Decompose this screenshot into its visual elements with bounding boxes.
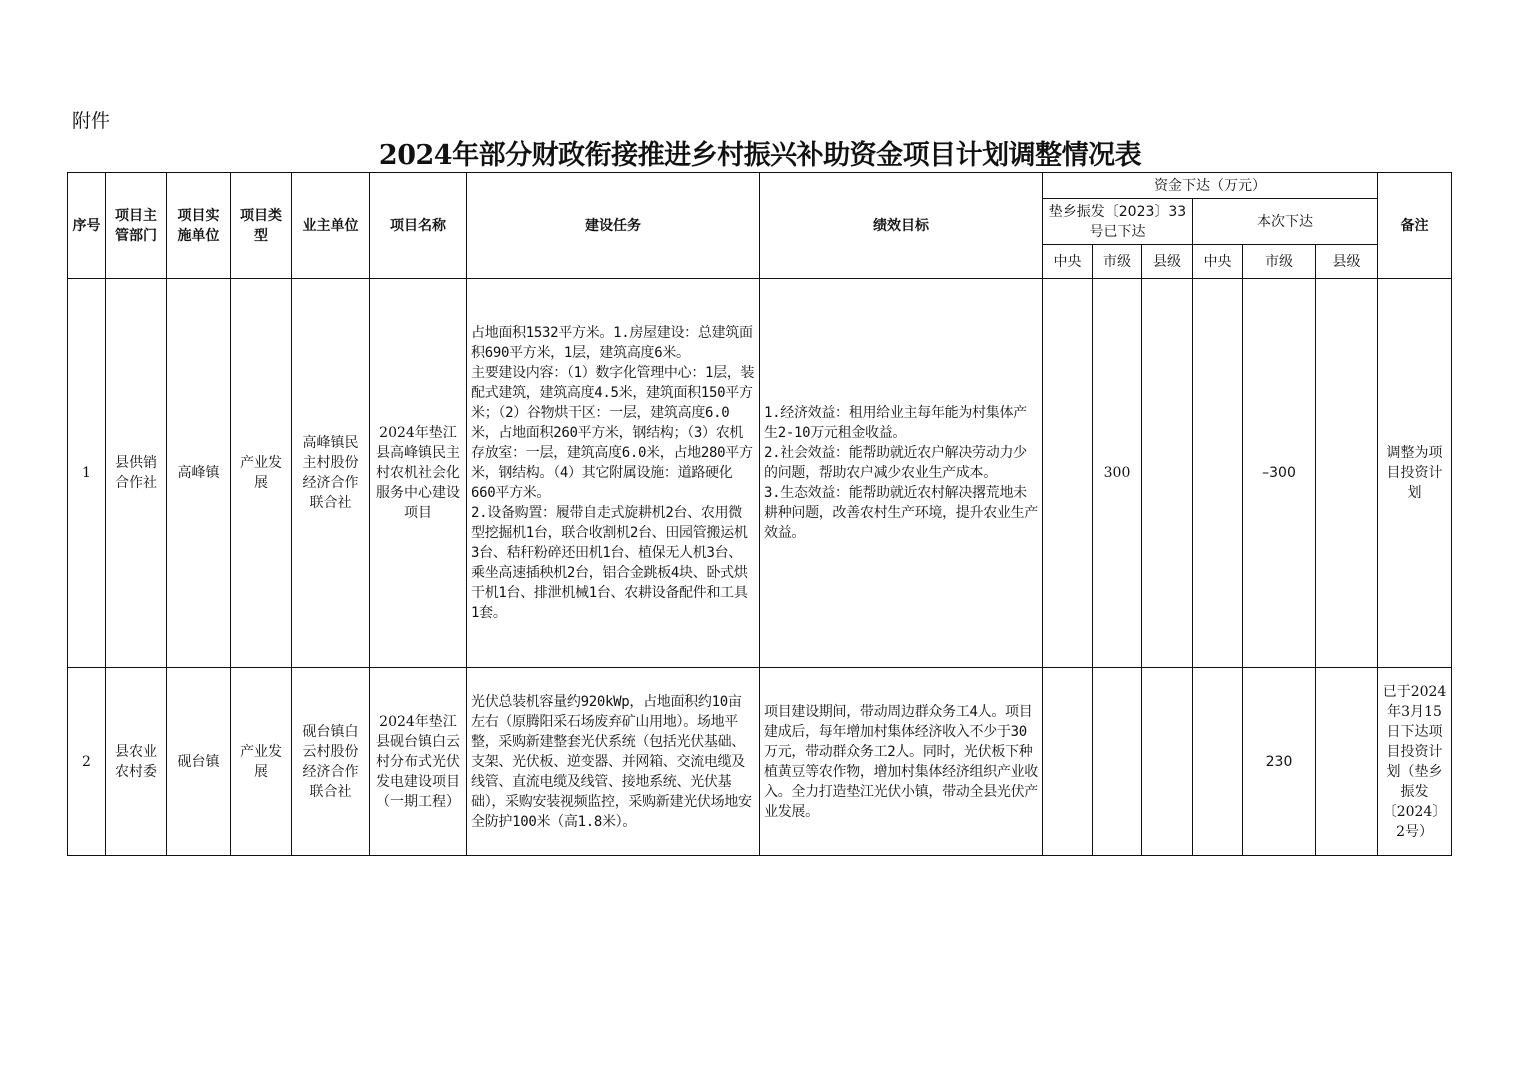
row-current-county <box>1316 279 1378 668</box>
row-project-name: 2024年垫江县高峰镇民主村农机社会化服务中心建设项目 <box>370 279 467 668</box>
header-name: 项目名称 <box>370 173 467 279</box>
row-issued-central <box>1043 668 1093 856</box>
header-current-county: 县级 <box>1316 245 1378 279</box>
header-row-1 <box>68 173 1452 199</box>
row-impl: 高峰镇 <box>167 279 231 668</box>
header-dept: 项目主管部门 <box>106 173 167 279</box>
attachment-label: 附件 <box>72 110 111 132</box>
row-issued-county <box>1142 668 1193 856</box>
row-goal: 1.经济效益：租用给业主每年能为村集体产生2-10万元租金收益。 2.社会效益：能帮助就近农户解决劳动力少的问题，帮助农户减少农业生产成本。 3.生态效益：能帮助就近农村解决撂荒地未耕种问题，改善农村生产环境，提升农业生产效益。 <box>760 279 1043 668</box>
header-issued-county: 县级 <box>1142 245 1193 279</box>
row-issued-city <box>1093 668 1142 856</box>
header-owner: 业主单位 <box>292 173 370 279</box>
row-current-city: 230 <box>1243 668 1316 856</box>
adjustment-table <box>67 172 1452 856</box>
row-remark: 已于2024年3月15日下达项目投资计划（垫乡振发〔2024〕2号） <box>1378 668 1452 856</box>
header-remark: 备注 <box>1378 173 1452 279</box>
header-seq: 序号 <box>68 173 106 279</box>
header-current-central: 中央 <box>1193 245 1243 279</box>
row-remark: 调整为项目投资计划 <box>1378 279 1452 668</box>
header-goal: 绩效目标 <box>760 173 1043 279</box>
row-type: 产业发展 <box>231 279 292 668</box>
table-row <box>68 279 1452 668</box>
row-seq: 1 <box>68 279 106 668</box>
table-row <box>68 668 1452 856</box>
header-funds: 资金下达（万元） <box>1043 173 1378 199</box>
row-owner: 高峰镇民主村股份经济合作联合社 <box>292 279 370 668</box>
row-seq: 2 <box>68 668 106 856</box>
row-project-name: 2024年垫江县砚台镇白云村分布式光伏发电建设项目（一期工程） <box>370 668 467 856</box>
row-current-county <box>1316 668 1378 856</box>
page-title: 2024年部分财政衔接推进乡村振兴补助资金项目计划调整情况表 <box>378 140 1142 171</box>
row-issued-city: 300 <box>1093 279 1142 668</box>
header-issued-central: 中央 <box>1043 245 1093 279</box>
row-task: 光伏总装机容量约920kWp，占地面积约10亩左右（原腾阳采石场废弃矿山用地）。场地平整，采购新建整套光伏系统（包括光伏基础、支架、光伏板、逆变器、并网箱、交流电缆及线管、直流电缆及线管、接地系统、光伏基础），采购安装视频监控，采购新建光伏场地安全防护100米（高1.8米）。 <box>467 668 760 856</box>
row-issued-county <box>1142 279 1193 668</box>
row-task: 占地面积1532平方米。1.房屋建设：总建筑面积690平方米，1层，建筑高度6米。 主要建设内容：（1）数字化管理中心：1层，装配式建筑，建筑高度4.5米，建筑面积150平方米；（2）谷物烘干区：一层，建筑高度6.0米，占地面积260平方米，钢结构；（3）农机存放室：一层，建筑高度6.0米，占地280平方米，钢结构。（4）其它附属设施：道路硬化660平方米。 2.设备购置：履带自走式旋耕机2台、农用微型挖掘机1台，联合收割机2台、田园管搬运机3台、秸秆粉碎还田机1台、植保无人机3台、乘坐高速插秧机2台，铝合金跳板4块、卧式烘干机1台、排泄机械1台、农耕设备配件和工具1套。 <box>467 279 760 668</box>
row-current-central <box>1193 668 1243 856</box>
row-current-city: –300 <box>1243 279 1316 668</box>
header-funds-issued: 垫乡振发〔2023〕33号已下达 <box>1043 199 1193 245</box>
row-owner: 砚台镇白云村股份经济合作联合社 <box>292 668 370 856</box>
row-impl: 砚台镇 <box>167 668 231 856</box>
header-type: 项目类型 <box>231 173 292 279</box>
header-issued-city: 市级 <box>1093 245 1142 279</box>
header-funds-current: 本次下达 <box>1193 199 1378 245</box>
row-type: 产业发展 <box>231 668 292 856</box>
header-current-city: 市级 <box>1243 245 1316 279</box>
row-dept: 县农业农村委 <box>106 668 167 856</box>
row-current-central <box>1193 279 1243 668</box>
row-goal: 项目建设期间，带动周边群众务工4人。项目建成后，每年增加村集体经济收入不少于30万元，带动群众务工2人。同时，光伏板下种植黄豆等农作物，增加村集体经济组织产业收入。全力打造垫江光伏小镇，带动全县光伏产业发展。 <box>760 668 1043 856</box>
header-impl: 项目实施单位 <box>167 173 231 279</box>
row-issued-central <box>1043 279 1093 668</box>
header-task: 建设任务 <box>467 173 760 279</box>
row-dept: 县供销合作社 <box>106 279 167 668</box>
